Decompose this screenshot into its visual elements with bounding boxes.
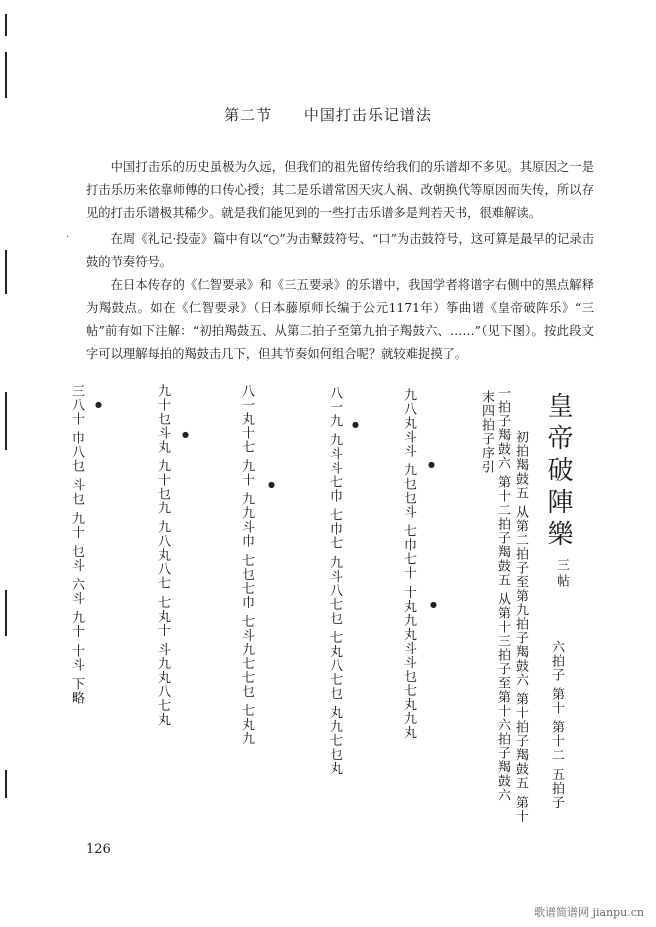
score-notation-column: 九八丸斗斗 九乜乜斗 七巾七十 十丸九丸斗斗乜七丸九丸	[401, 388, 416, 740]
score-notation-column: 九十乜斗丸 九十乜九 九八丸八七 七丸十 斗九丸八七丸	[155, 384, 170, 727]
paragraph-1: 中国打击乐的历史虽极为久远，但我们的祖先留传给我们的乐谱却不多见。其原因之一是打击乐历来依靠师傅的口传心授；其二是乐谱常因天灾人祸、改朝换代等原因而失传，所以存见的打击乐谱极其稀少。就是我们能见到的一些打击乐谱多是判若天书，很难解读。	[86, 160, 594, 220]
drum-dot-mark: ●	[95, 400, 102, 409]
paragraph-3: 在日本传存的《仁智要录》和《三五要录》的乐谱中，我国学者将谱字右侧中的黑点解释为羯鼓点。如在《仁智要录》（日本藤原师长编于公元1171年）筝曲谱《皇帝破阵乐》“三帖”前有如下注解：“初拍羯鼓五、从第二拍子至第九拍子羯鼓六、……”（见下图）。按此段文字可以理解每拍的羯鼓击几下，但其节奏如何组合呢？就较难捉摸了。	[86, 278, 594, 361]
drum-dot-mark: ●	[182, 430, 189, 439]
score-note-column: 六拍子 第十 第十二 五拍子	[549, 640, 564, 810]
drum-dot-mark: ●	[430, 600, 437, 609]
score-subtitle: 三帖	[554, 558, 569, 590]
score-notation-column: 八一丸十七 九十 九九斗巾 七乜七巾 七斗九七七乜 七丸九	[239, 384, 254, 746]
score-note-column: 末四拍子序引	[479, 390, 494, 474]
section-title: 中国打击乐记谱法	[303, 106, 432, 124]
score-note-column: 初拍羯鼓五 从第二拍子至第九拍子羯鼓六 第十拍子羯鼓五 第十	[513, 430, 528, 824]
drum-dot-mark: ●	[428, 460, 435, 469]
score-notation-column: 三八十 巾八乜 斗乜 九十 乜斗 六斗 九十 十斗 下略	[69, 384, 84, 706]
drum-dot-mark: ●	[268, 480, 275, 489]
drum-dot-mark: ●	[352, 420, 359, 429]
page-number: 126	[86, 842, 111, 857]
margin-dot: ·	[66, 232, 70, 243]
score-title: 皇帝破陣樂	[543, 392, 573, 552]
score-note-column: 一拍子羯鼓六 第十二拍子羯鼓五 从第十三拍子至第十六拍子羯鼓六	[495, 386, 510, 803]
section-number: 第二节	[224, 106, 273, 124]
score-notation-column: 八一九 九斗斗七巾 七巾七 九斗八七乜 七丸八七乜 丸九七乜丸	[327, 386, 342, 776]
paragraph-2: 在周《礼记·投壶》篇中有以“○”为击鼙鼓符号、“口”为击鼓符号，这可算是最早的记录击鼓的节奏符号。	[86, 232, 594, 269]
watermark: 歌谱简谱网 jianpu.cn	[534, 906, 644, 919]
